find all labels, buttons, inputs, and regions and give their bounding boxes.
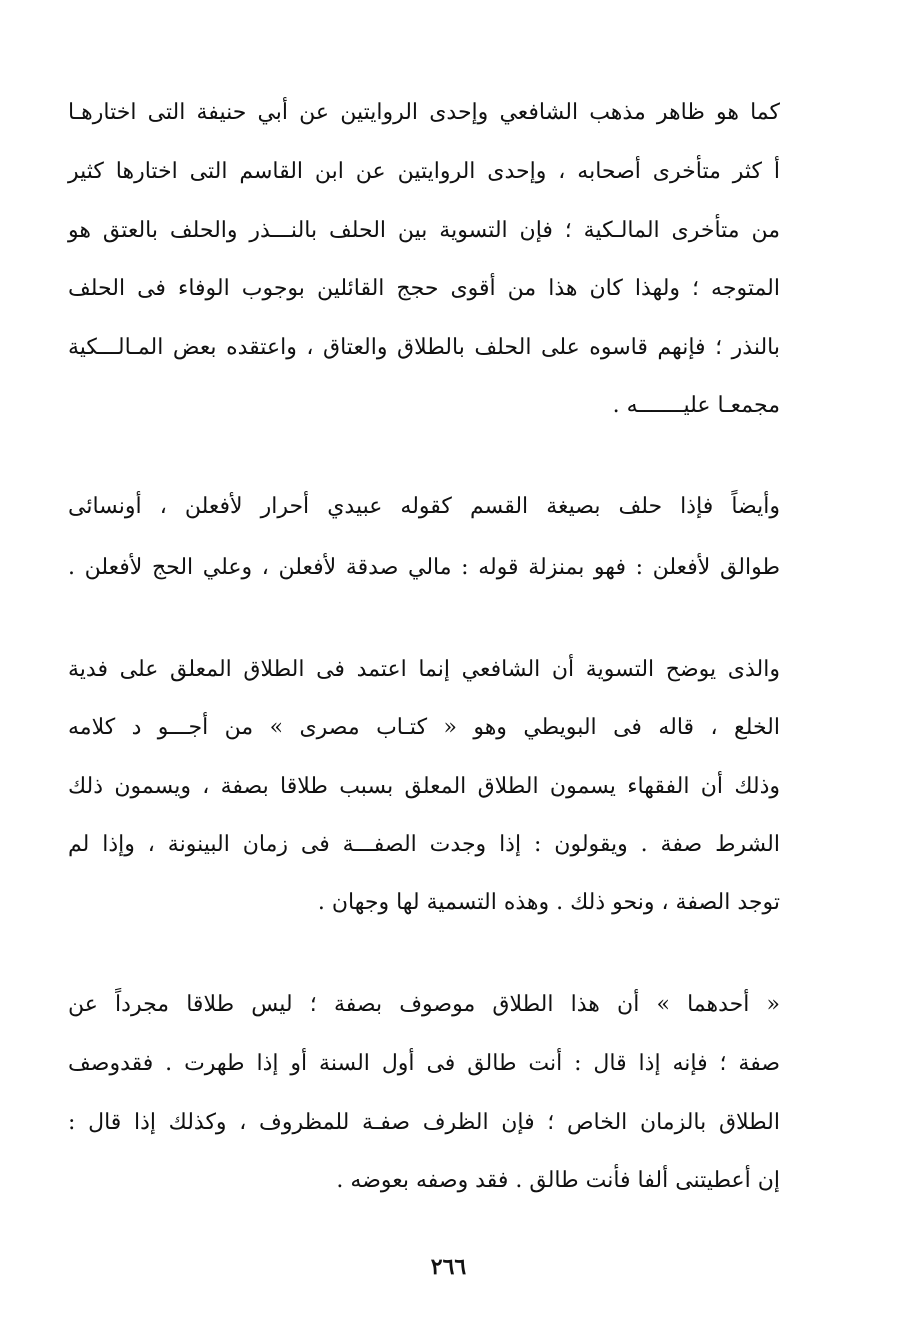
text-line: كما هو ظاهر مذهب الشافعي وإحدى الروايتين عن أبي حنيفة التى اختارهـا bbox=[68, 100, 780, 125]
text-line: طوالق لأفعلن : فهو بمنزلة قوله : مالي صدقة لأفعلن ، وعلي الحج لأفعلن . bbox=[68, 555, 780, 580]
text-line: أ كثر متأخرى أصحابه ، وإحدى الروايتين عن ابن القاسم التى اختارها كثير bbox=[68, 159, 780, 184]
text-line: وأيضاً فإذا حلف بصيغة القسم كقوله عبيدي أحرار لأفعلن ، أونسائى bbox=[68, 494, 780, 519]
text-line: والذى يوضح التسوية أن الشافعي إنما اعتمد فى الطلاق المعلق على فدية bbox=[68, 657, 780, 682]
text-line: وذلك أن الفقهاء يسمون الطلاق المعلق بسبب طلاقا بصفة ، ويسمون ذلك bbox=[68, 774, 780, 799]
text-line: مجمعـا عليـــــــه . bbox=[612, 393, 780, 418]
text-line: المتوجه ؛ ولهذا كان هذا من أقوى حجج القائلين بوجوب الوفاء فى الحلف bbox=[68, 276, 780, 301]
text-line: صفة ؛ فإنه إذا قال : أنت طالق فى أول السنة أو إذا طهرت . فقدوصف bbox=[68, 1051, 780, 1076]
text-line: من متأخرى المالـكية ؛ فإن التسوية بين الحلف بالنـــذر والحلف بالعتق هو bbox=[68, 218, 780, 243]
text-line: « أحدهما » أن هذا الطلاق موصوف بصفة ؛ ليس طلاقا مجرداً عن bbox=[68, 992, 780, 1017]
text-line: توجد الصفة ، ونحو ذلك . وهذه التسمية لها وجهان . bbox=[317, 890, 780, 915]
text-line: الطلاق بالزمان الخاص ؛ فإن الظرف صفـة للمظروف ، وكذلك إذا قال : bbox=[68, 1110, 780, 1135]
page-number: ٢٦٦ bbox=[430, 1254, 467, 1280]
text-line: الشرط صفة . ويقولون : إذا وجدت الصفـــة فى زمان البينونة ، وإذا لم bbox=[68, 832, 780, 857]
text-line: إن أعطيتنى ألفا فأنت طالق . فقد وصفه بعوضه . bbox=[336, 1168, 780, 1193]
text-line: بالنذر ؛ فإنهم قاسوه على الحلف بالطلاق والعتاق ، واعتقده بعض المـالـــكية bbox=[68, 335, 780, 360]
text-line: الخلع ، قاله فى البويطي وهو « كتـاب مصرى » من أجـــو د كلامه bbox=[68, 715, 780, 740]
